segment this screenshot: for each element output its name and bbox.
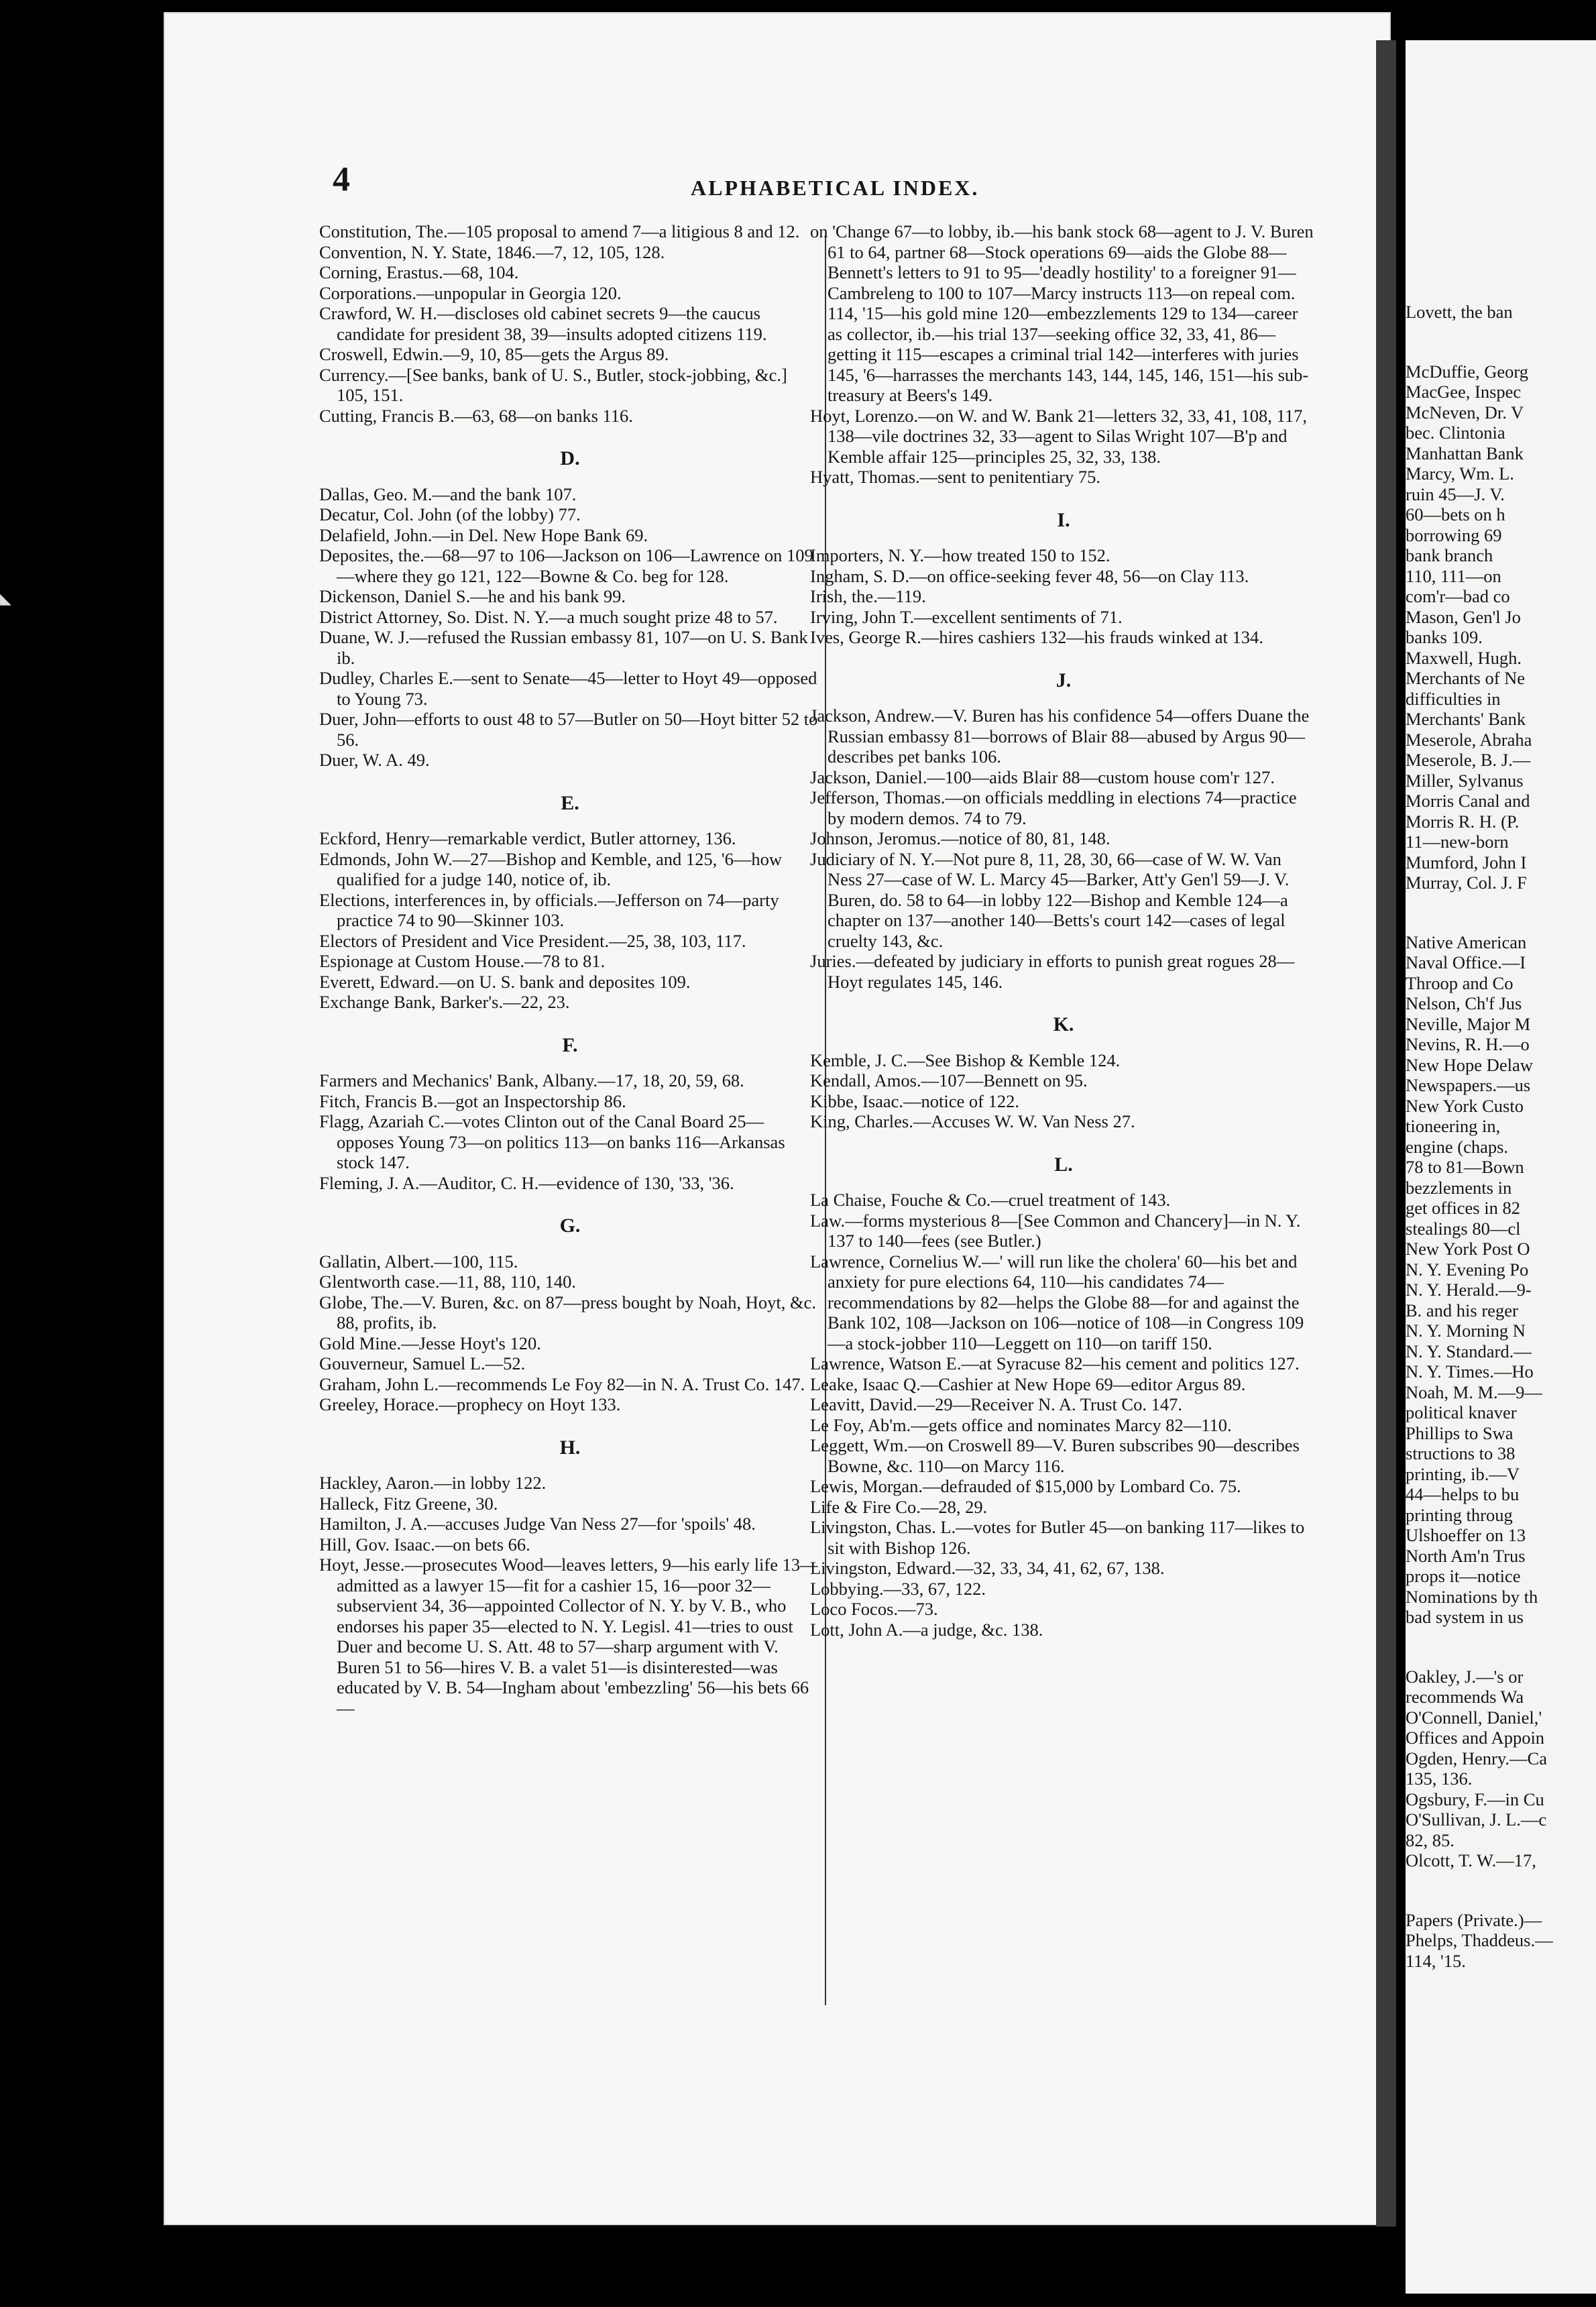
index-entry: 60—bets on h <box>1406 504 1505 524</box>
index-entry: Fitch, Francis B.—got an Inspectorship 86. <box>319 1090 626 1111</box>
index-entry: Irving, John T.—excellent sentiments of 71. <box>810 606 1123 627</box>
index-entry: N. Y. Evening Po <box>1406 1259 1529 1280</box>
index-entry: N. Y. Standard.— <box>1406 1341 1532 1361</box>
index-entry: N. Y. Herald.—9- <box>1406 1280 1532 1300</box>
index-entry: difficulties in <box>1406 688 1501 709</box>
section-letter-heading: L. <box>1054 1153 1073 1176</box>
index-entry: Nelson, Ch'f Jus <box>1406 993 1522 1013</box>
index-entry: Cutting, Francis B.—63, 68—on banks 116. <box>319 405 633 426</box>
index-entry: Hackley, Aaron.—in lobby 122. <box>319 1473 547 1493</box>
index-entry: Duer, W. A. 49. <box>319 750 430 770</box>
index-column-left <box>319 221 821 1718</box>
index-entry: bezzlements in <box>1406 1177 1512 1198</box>
index-entry: tioneering in, <box>1406 1116 1501 1136</box>
index-entry: Law.—forms mysterious 8—[See Common and Chancery]—in N. Y. 137 to 140—fees (see Butler.) <box>810 1210 1301 1251</box>
index-entry: Meserole, Abraha <box>1406 729 1532 750</box>
section-letter-heading: H. <box>559 1436 581 1459</box>
section-letter-heading: K. <box>1053 1013 1074 1035</box>
index-entry: New Hope Delaw <box>1406 1054 1533 1075</box>
index-entry: bank branch <box>1406 545 1493 565</box>
index-entry: Exchange Bank, Barker's.—22, 23. <box>319 992 570 1012</box>
index-entry: Mason, Gen'l Jo <box>1406 606 1521 627</box>
index-entry: Phelps, Thaddeus.— <box>1406 1930 1553 1950</box>
index-entry: Jefferson, Thomas.—on officials meddling in elections 74—practice by modern demos. 74 to 79. <box>810 787 1297 828</box>
section-letter-heading: F. <box>562 1033 578 1056</box>
index-entry: N. Y. Morning N <box>1406 1320 1526 1341</box>
index-entry: printing throug <box>1406 1504 1513 1525</box>
index-entry: Marcy, Wm. L. <box>1406 463 1514 484</box>
index-entry: Kemble, J. C.—See Bishop & Kemble 124. <box>810 1050 1121 1070</box>
index-entry: bec. Clintonia <box>1406 423 1505 443</box>
index-entry: Elections, interferences in, by officials.—Jefferson on 74—party practice 74 to 90—Skinner 103. <box>319 889 779 930</box>
index-entry: Oakley, J.—'s or <box>1406 1666 1524 1687</box>
index-entry: Lovett, the ban <box>1406 302 1513 322</box>
index-entry: Leggett, Wm.—on Croswell 89—V. Buren subscribes 90—describes Bowne, &c. 110—on Marcy 116. <box>810 1435 1300 1476</box>
index-entry: Delafield, John.—in Del. New Hope Bank 69. <box>319 524 648 545</box>
scan-edge-mark: ◣ <box>0 590 11 607</box>
facing-page <box>1406 40 1596 2294</box>
index-entry: Olcott, T. W.—17, <box>1406 1850 1536 1870</box>
index-entry: Ogden, Henry.—Ca <box>1406 1748 1547 1768</box>
index-entry: Currency.—[See banks, bank of U. S., Butler, stock-jobbing, &c.] 105, 151. <box>319 364 787 405</box>
index-entry: Hyatt, Thomas.—sent to penitentiary 75. <box>810 467 1101 487</box>
index-entry: District Attorney, So. Dist. N. Y.—a much sought prize 48 to 57. <box>319 606 778 627</box>
index-entry: 44—helps to bu <box>1406 1484 1520 1504</box>
index-entry: Edmonds, John W.—27—Bishop and Kemble, and 125, '6—how qualified for a judge 140, notice of, ib. <box>319 848 783 889</box>
index-entry: McDuffie, Georg <box>1406 361 1529 382</box>
index-entry: recommends Wa <box>1406 1687 1524 1707</box>
index-entry: printing, ib.—V <box>1406 1463 1520 1484</box>
index-entry: Ogsbury, F.—in Cu <box>1406 1789 1544 1809</box>
index-entry: Neville, Major M <box>1406 1013 1531 1034</box>
index-entry: Halleck, Fitz Greene, 30. <box>319 1493 498 1514</box>
index-entry: Throop and Co <box>1406 972 1514 993</box>
index-entry: Flagg, Azariah C.—votes Clinton out of the Canal Board 25—opposes Young 73—on politics 113—on banks 116—Arkansas stock 147. <box>319 1111 785 1172</box>
index-entry: Deposites, the.—68—97 to 106—Jackson on 106—Lawrence on 109—where they go 121, 122—Bowne & Co. beg for 128. <box>319 545 813 586</box>
index-entry: Le Foy, Ab'm.—gets office and nominates Marcy 82—110. <box>810 1414 1232 1435</box>
index-entry: Morris R. H. (P. <box>1406 811 1520 832</box>
index-entry: 78 to 81—Bown <box>1406 1157 1524 1177</box>
index-entry: Ives, George R.—hires cashiers 132—his frauds winked at 134. <box>810 627 1263 647</box>
index-entry: get offices in 82 <box>1406 1198 1520 1218</box>
index-entry: Lobbying.—33, 67, 122. <box>810 1578 986 1599</box>
index-entry: Ulshoeffer on 13 <box>1406 1525 1526 1545</box>
index-entry: Duane, W. J.—refused the Russian embassy 81, 107—on U. S. Bank ib. <box>319 627 808 668</box>
index-column-right <box>810 221 1317 1640</box>
index-entry: Ingham, S. D.—on office-seeking fever 48, 56—on Clay 113. <box>810 565 1249 586</box>
index-entry: Jackson, Andrew.—V. Buren has his confidence 54—offers Duane the Russian embassy 81—borrows of Blair 88—abused by Argus 90—describes pet banks 106. <box>810 706 1310 767</box>
index-entry: Johnson, Jeromus.—notice of 80, 81, 148. <box>810 828 1110 848</box>
index-entry: Jackson, Daniel.—100—aids Blair 88—custom house com'r 127. <box>810 767 1275 787</box>
index-entry: Gallatin, Albert.—100, 115. <box>319 1251 518 1272</box>
index-entry: Hamilton, J. A.—accuses Judge Van Ness 27—for 'spoils' 48. <box>319 1514 756 1534</box>
index-entry: Lawrence, Cornelius W.—' will run like the cholera' 60—his bet and anxiety for pure elections 64, 110—his candidates 74—recommendations by 82—helps the Globe 88—for and against the Bank 102, 108—Jackson on 106—notice of 108—in Congress 109—a stock-jobber 110—Leggett on 110—on tariff 150. <box>810 1251 1304 1353</box>
index-entry: 11—new-born <box>1406 832 1509 852</box>
index-entry: Decatur, Col. John (of the lobby) 77. <box>319 504 581 524</box>
running-head: ALPHABETICAL INDEX. <box>691 176 980 200</box>
index-entry: Offices and Appoin <box>1406 1728 1545 1748</box>
index-entry: Gold Mine.—Jesse Hoyt's 120. <box>319 1333 541 1353</box>
section-letter-heading: J. <box>1056 669 1072 691</box>
index-entry: King, Charles.—Accuses W. W. Van Ness 27. <box>810 1111 1135 1131</box>
index-entry: Convention, N. Y. State, 1846.—7, 12, 105, 128. <box>319 241 665 262</box>
index-entry: Native American <box>1406 932 1527 952</box>
index-entry: Dickenson, Daniel S.—he and his bank 99. <box>319 586 626 606</box>
index-entry: Maxwell, Hugh. <box>1406 647 1522 668</box>
index-entry: Lewis, Morgan.—defrauded of $15,000 by Lombard Co. 75. <box>810 1476 1241 1496</box>
index-entry: MacGee, Inspec <box>1406 382 1522 402</box>
index-entry: engine (chaps. <box>1406 1136 1509 1157</box>
section-letter-heading: E. <box>561 791 579 814</box>
index-entry: McNeven, Dr. V <box>1406 402 1524 423</box>
index-entry: New York Custo <box>1406 1095 1524 1116</box>
index-entry: Hill, Gov. Isaac.—on bets 66. <box>319 1534 530 1555</box>
index-entry: Globe, The.—V. Buren, &c. on 87—press bought by Noah, Hoyt, &c. 88, profits, ib. <box>319 1292 816 1333</box>
index-entry: on 'Change 67—to lobby, ib.—his bank stock 68—agent to J. V. Buren 61 to 64, partner 68—Stock operations 69—aids the Globe 88—Bennett's letters to 91 to 95—'deadly hostility' to a foreigner 91—Cambreleng to 100 to 107—Marcy instructs 113—on repeal com. 114, '15—his gold mine 120—embezzlements 129 to 134—career as collector, ib.—his trial 137—seeking office 32, 33, 41, 86—getting it 115—escapes a criminal trial 142—interferes with juries 145, '6—harrasses the merchants 143, 144, 145, 146, 151—his sub-treasury at Beers's 149. <box>810 221 1314 405</box>
index-entry: Livingston, Edward.—32, 33, 34, 41, 62, 67, 138. <box>810 1558 1165 1578</box>
index-entry: Livingston, Chas. L.—votes for Butler 45—on banking 117—likes to sit with Bishop 126. <box>810 1517 1305 1558</box>
index-entry: Meserole, B. J.— <box>1406 750 1531 770</box>
index-entry: Dudley, Charles E.—sent to Senate—45—letter to Hoyt 49—opposed to Young 73. <box>319 668 817 709</box>
index-entry: New York Post O <box>1406 1239 1530 1259</box>
index-entry: Dallas, Geo. M.—and the bank 107. <box>319 484 577 504</box>
index-entry: Duer, John—efforts to oust 48 to 57—Butler on 50—Hoyt bitter 52 to 56. <box>319 709 818 750</box>
index-entry: borrowing 69 <box>1406 524 1502 545</box>
index-entry: com'r—bad co <box>1406 586 1510 606</box>
index-entry: props it—notice <box>1406 1566 1521 1586</box>
index-entry: B. and his reger <box>1406 1300 1518 1320</box>
index-entry: ruin 45—J. V. <box>1406 484 1505 504</box>
index-entry: stealings 80—cl <box>1406 1218 1521 1239</box>
index-entry: Crawford, W. H.—discloses old cabinet secrets 9—the caucus candidate for president 38, 39—insults adopted citizens 119. <box>319 303 767 344</box>
page-number: 4 <box>333 160 350 199</box>
index-entry: Glentworth case.—11, 88, 110, 140. <box>319 1272 576 1292</box>
index-entry: O'Sullivan, J. L.—c <box>1406 1809 1547 1830</box>
index-entry: North Am'n Trus <box>1406 1545 1526 1566</box>
index-entry: Fleming, J. A.—Auditor, C. H.—evidence of 130, '33, '36. <box>319 1172 734 1193</box>
index-entry: Loco Focos.—73. <box>810 1599 938 1619</box>
index-entry: Merchants' Bank <box>1406 709 1526 729</box>
index-entry: Lawrence, Watson E.—at Syracuse 82—his cement and politics 127. <box>810 1353 1300 1373</box>
index-entry: Lott, John A.—a judge, &c. 138. <box>810 1619 1043 1640</box>
index-entry: Everett, Edward.—on U. S. bank and deposites 109. <box>319 971 691 992</box>
index-entry: Graham, John L.—recommends Le Foy 82—in N. A. Trust Co. 147. <box>319 1373 805 1394</box>
index-entry: structions to 38 <box>1406 1443 1516 1463</box>
index-entry: Naval Office.—I <box>1406 952 1526 972</box>
facing-page-column <box>1406 302 1596 1971</box>
index-entry: Papers (Private.)— <box>1406 1909 1542 1930</box>
index-entry: Miller, Sylvanus <box>1406 770 1524 791</box>
index-entry: La Chaise, Fouche & Co.—cruel treatment of 143. <box>810 1190 1171 1210</box>
index-entry: O'Connell, Daniel,' <box>1406 1707 1542 1728</box>
index-entry: Hoyt, Jesse.—prosecutes Wood—leaves letters, 9—his early life 13—admitted as a lawyer 15—fit for a cashier 15, 16—poor 32—subservient 34, 36—appointed Collector of N. Y. by V. B., who endorses his paper 35—elected to N. Y. Legisl. 41—tries to oust Duer and become U. S. Att. 48 to 57—sharp argument with V. Buren 51 to 56—hires V. B. a valet 51—is disinterested—was educated by V. B. 54—Ingham about 'embezzling' 56—his bets 66— <box>319 1555 818 1718</box>
index-entry: Irish, the.—119. <box>810 586 926 606</box>
index-entry: 135, 136. <box>1406 1768 1473 1789</box>
binding-gutter <box>1376 40 1396 2227</box>
index-entry: political knaver <box>1406 1402 1517 1422</box>
index-entry: Judiciary of N. Y.—Not pure 8, 11, 28, 30, 66—case of W. W. Van Ness 27—case of W. L. Marcy 45—Barker, Att'y Gen'l 59—J. V. Buren, do. 58 to 64—in lobby 122—Bishop and Kemble 124—a chapter on 137—another 140—Betts's court 142—cases of legal cruelty 143, &c. <box>810 848 1290 951</box>
section-letter-heading: D. <box>560 447 580 469</box>
index-entry: Morris Canal and <box>1406 791 1530 811</box>
index-entry: 110, 111—on <box>1406 565 1501 586</box>
index-entry: banks 109. <box>1406 627 1483 647</box>
section-letter-heading: I. <box>1057 508 1070 531</box>
index-entry: Croswell, Edwin.—9, 10, 85—gets the Argus 89. <box>319 344 669 364</box>
index-entry: Corporations.—unpopular in Georgia 120. <box>319 282 622 303</box>
index-entry: Juries.—defeated by judiciary in efforts to punish great rogues 28—Hoyt regulates 145, 146. <box>810 951 1295 992</box>
index-entry: Electors of President and Vice President.—25, 38, 103, 117. <box>319 930 746 951</box>
index-entry: Mumford, John I <box>1406 852 1527 873</box>
index-entry: Nominations by th <box>1406 1586 1538 1607</box>
index-entry: Constitution, The.—105 proposal to amend 7—a litigious 8 and 12. <box>319 221 800 241</box>
index-entry: 82, 85. <box>1406 1830 1455 1850</box>
index-entry: Corning, Erastus.—68, 104. <box>319 262 519 282</box>
index-entry: Leavitt, David.—29—Receiver N. A. Trust Co. 147. <box>810 1394 1182 1414</box>
index-entry: Kibbe, Isaac.—notice of 122. <box>810 1090 1020 1111</box>
index-entry: Gouverneur, Samuel L.—52. <box>319 1353 526 1373</box>
index-entry: Greeley, Horace.—prophecy on Hoyt 133. <box>319 1394 621 1414</box>
index-entry: Farmers and Mechanics' Bank, Albany.—17, 18, 20, 59, 68. <box>319 1070 744 1090</box>
index-entry: Importers, N. Y.—how treated 150 to 152. <box>810 545 1110 565</box>
index-entry: Eckford, Henry—remarkable verdict, Butler attorney, 136. <box>319 828 736 848</box>
section-letter-heading: G. <box>559 1215 581 1237</box>
index-entry: Kendall, Amos.—107—Bennett on 95. <box>810 1070 1088 1090</box>
index-entry: Newspapers.—us <box>1406 1075 1531 1095</box>
index-entry: Leake, Isaac Q.—Cashier at New Hope 69—editor Argus 89. <box>810 1373 1246 1394</box>
index-entry: Phillips to Swa <box>1406 1422 1514 1443</box>
index-entry: bad system in us <box>1406 1607 1524 1627</box>
index-entry: Nevins, R. H.—o <box>1406 1034 1530 1054</box>
index-entry: Murray, Col. J. F <box>1406 873 1527 893</box>
index-entry: Noah, M. M.—9— <box>1406 1382 1542 1402</box>
index-entry: Merchants of Ne <box>1406 668 1526 688</box>
index-entry: Manhattan Bank <box>1406 443 1524 463</box>
index-entry: Life & Fire Co.—28, 29. <box>810 1496 988 1517</box>
index-entry: 114, '15. <box>1406 1950 1466 1971</box>
index-entry: Espionage at Custom House.—78 to 81. <box>319 951 606 971</box>
index-entry: N. Y. Times.—Ho <box>1406 1361 1534 1382</box>
index-entry: Hoyt, Lorenzo.—on W. and W. Bank 21—letters 32, 33, 41, 108, 117, 138—vile doctrines 32, 33—agent to Silas Wright 107—B'p and Kemble affair 125—principles 25, 32, 33, 138. <box>810 405 1307 467</box>
